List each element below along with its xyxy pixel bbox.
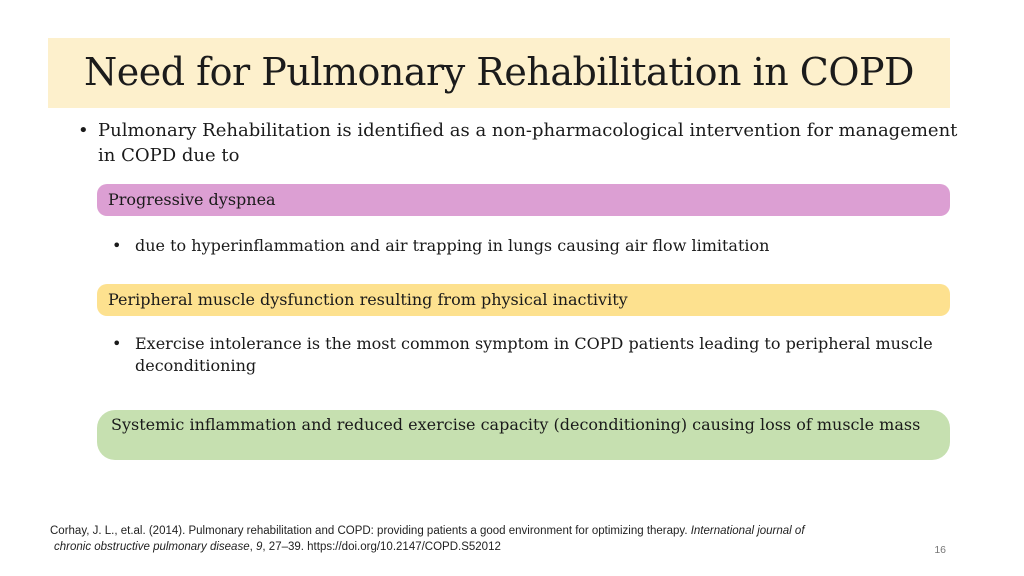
citation — [50, 523, 910, 555]
bullet-marker: • — [78, 120, 89, 141]
intro-text: Pulmonary Rehabilitation is identified as a non-pharmacological intervention for management in COPD due to — [98, 120, 958, 166]
muscle-dysfunction-detail — [112, 333, 972, 377]
title-bar — [48, 38, 950, 108]
citation-text: Corhay, J. L., et.al. (2014). Pulmonary rehabilitation and COPD: providing patients a good environment for optimizing therapy. — [50, 525, 691, 537]
slide-title: Need for Pulmonary Rehabilitation in COPD — [83, 50, 915, 94]
dyspnea-detail-text: due to hyperinflammation and air trapping in lungs causing air flow limitation — [135, 236, 770, 255]
dyspnea-detail — [112, 235, 972, 257]
page-number: 16 — [934, 544, 946, 556]
muscle-dysfunction-detail-text: Exercise intolerance is the most common symptom in COPD patients leading to peripheral muscle deconditioning — [135, 334, 933, 375]
citation-journal-cont: chronic obstructive pulmonary disease — [54, 541, 250, 553]
citation-line-2 — [50, 539, 910, 555]
intro-bullet — [78, 118, 958, 168]
progressive-dyspnea-box: Progressive dyspnea — [97, 184, 950, 216]
citation-separator: , — [249, 541, 256, 553]
bullet-marker: • — [112, 236, 122, 255]
bullet-marker: • — [112, 334, 122, 353]
citation-volume: 9 — [256, 541, 263, 553]
muscle-dysfunction-box: Peripheral muscle dysfunction resulting from physical inactivity — [97, 284, 950, 316]
systemic-inflammation-box: Systemic inflammation and reduced exercise capacity (deconditioning) causing loss of muscle mass — [97, 410, 950, 460]
citation-pages-doi: , 27–39. https://doi.org/10.2147/COPD.S52012 — [262, 541, 501, 553]
citation-journal: International journal of — [690, 525, 805, 537]
